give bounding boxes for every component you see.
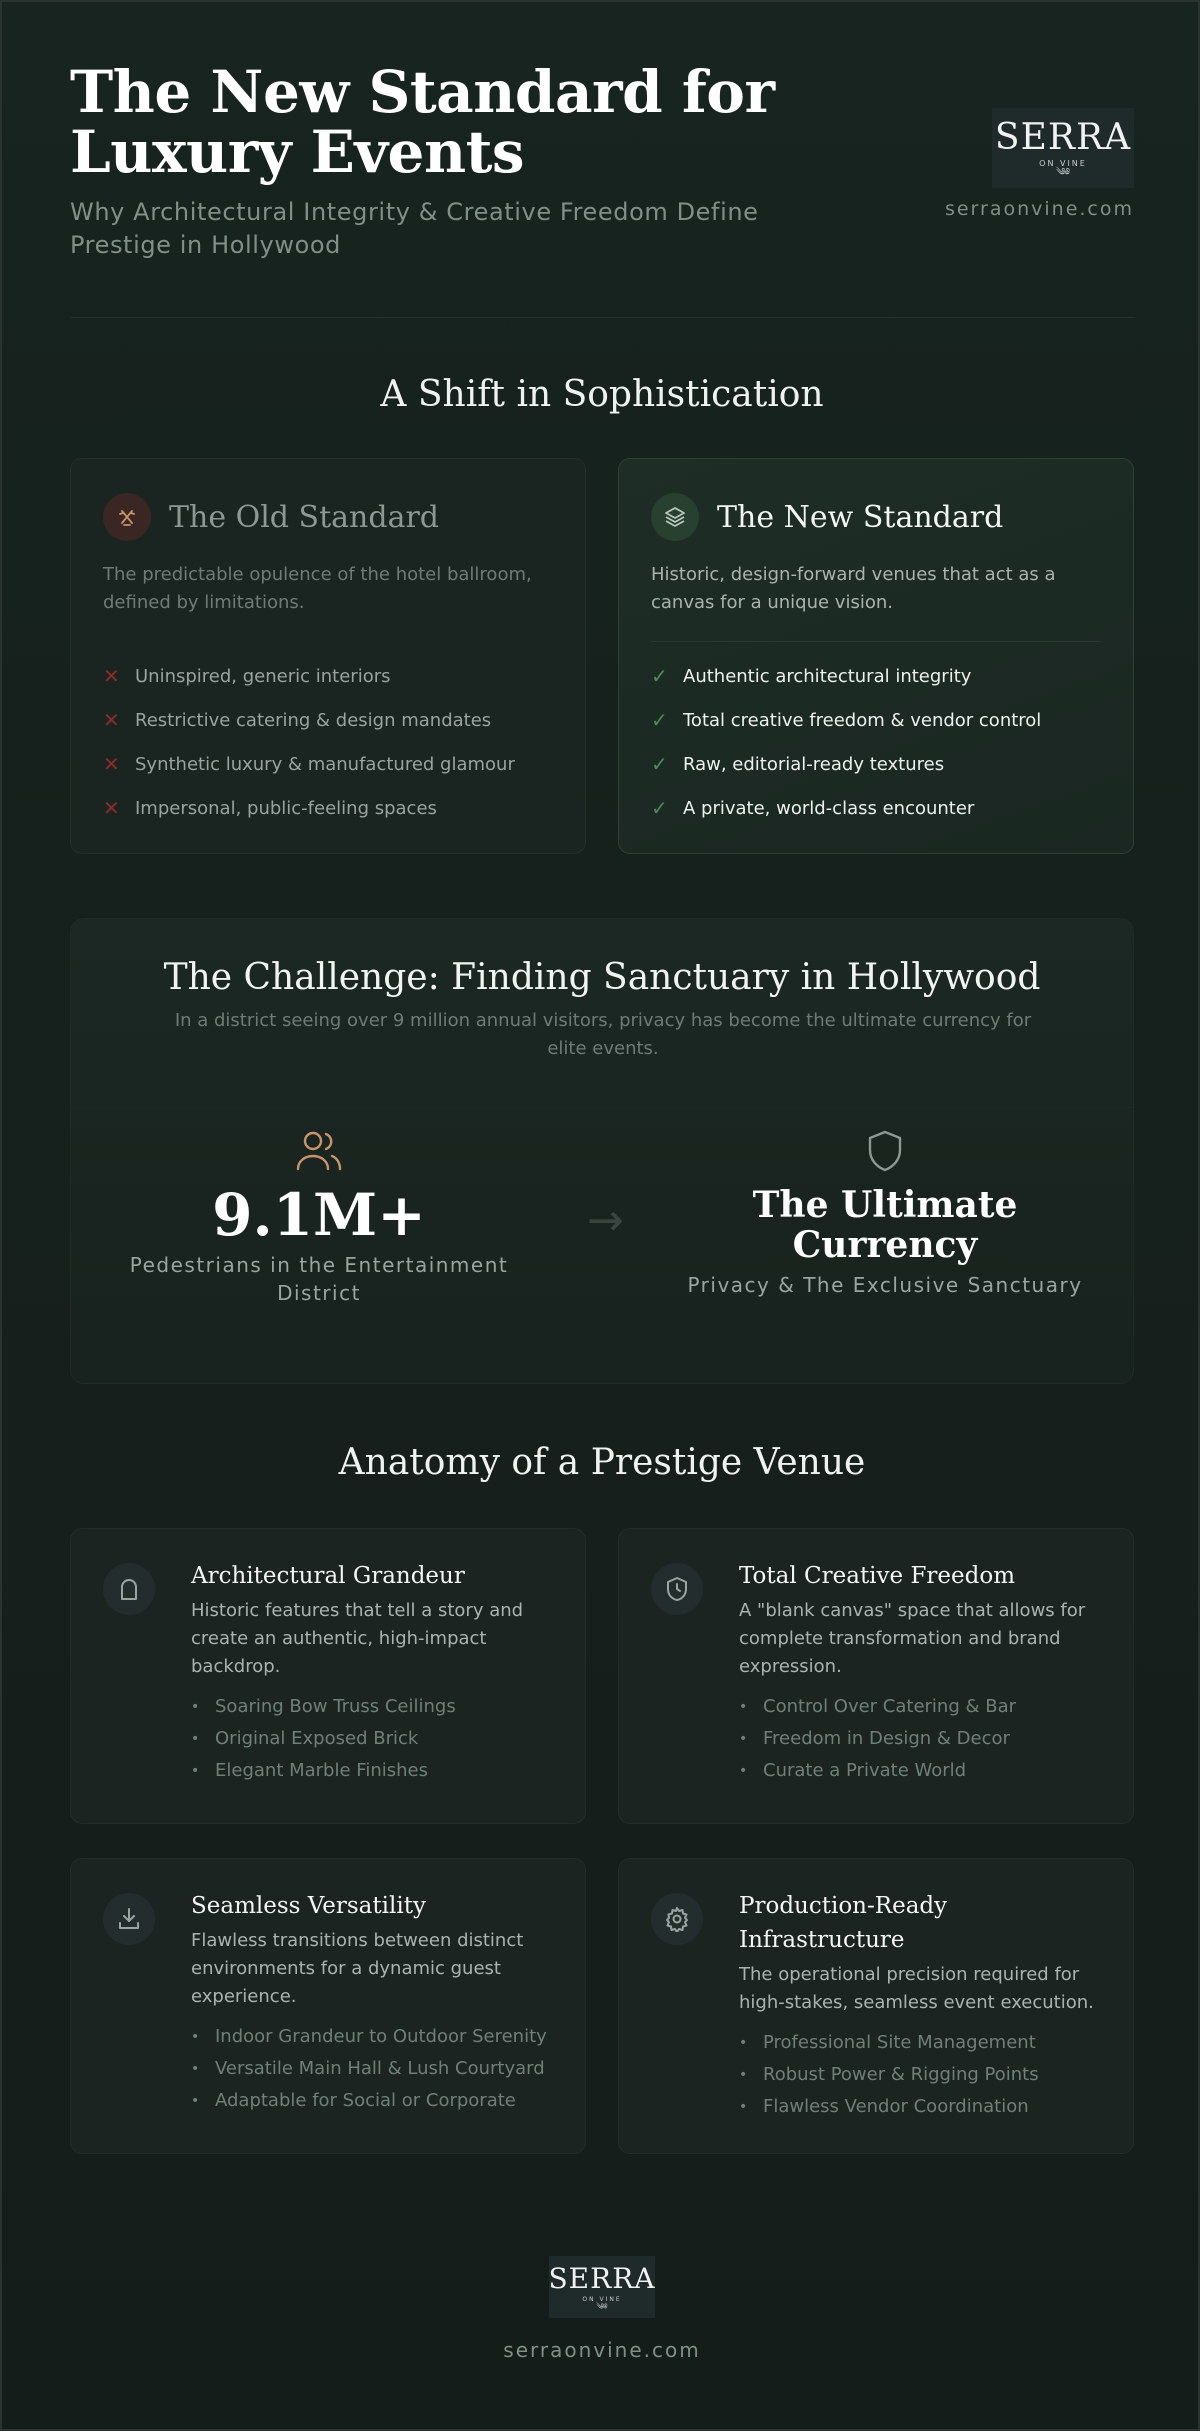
stat-label: Pedestrians in the Entertainment District [129, 1253, 509, 1305]
new-standard-list [651, 654, 1101, 830]
feature-card-creative-freedom [618, 1528, 1134, 1824]
feature-list [191, 2021, 561, 2117]
list-item [651, 742, 1101, 786]
list-item [103, 786, 553, 830]
list-item [651, 698, 1101, 742]
header-url-link[interactable]: serraonvine.com [944, 198, 1134, 220]
logo-tagline: ON VINE [582, 2295, 622, 2303]
list-item-label: Impersonal, public-feeling spaces [135, 797, 437, 819]
list-item: • Freedom in Design & Decor [739, 1723, 1109, 1755]
feature-list [191, 1691, 561, 1787]
x-icon: ✕ [103, 796, 120, 820]
pedestrian-stat [119, 1129, 519, 1307]
list-item: • Adaptable for Social or Corporate [191, 2085, 561, 2117]
currency-stat [685, 1129, 1085, 1299]
logo-tagline: ON VINE [1039, 158, 1087, 168]
logo-wordmark: SERRA [548, 2261, 656, 2295]
x-icon: ✕ [103, 752, 120, 776]
stat-label: Privacy & The Exclusive Sanctuary [687, 1273, 1083, 1297]
feature-description: Historic features that tell a story and create an authentic, high-impact backdrop. [191, 1600, 524, 1677]
arrow-right-icon: → [587, 1195, 624, 1246]
check-icon: ✓ [651, 752, 668, 776]
list-item: • Original Exposed Brick [191, 1723, 561, 1755]
logo-ornament: ༄༅ [596, 2301, 608, 2311]
logo-wordmark: SERRA [994, 116, 1132, 158]
old-standard-icon [103, 493, 151, 541]
gear-icon [651, 1893, 703, 1945]
check-icon: ✓ [651, 664, 668, 688]
check-icon: ✓ [651, 708, 668, 732]
users-icon [119, 1129, 519, 1177]
list-item: • Professional Site Management [739, 2027, 1109, 2059]
footer-logo[interactable] [549, 2256, 655, 2318]
list-item: • Indoor Grandeur to Outdoor Serenity [191, 2021, 561, 2053]
new-standard-title: The New Standard [717, 499, 1004, 535]
list-item-label: Authentic architectural integrity [683, 665, 972, 687]
logo-ornament: ༄༅ [1056, 166, 1070, 178]
feature-description: Flawless transitions between distinct environments for a dynamic guest experience. [191, 1930, 524, 2007]
old-standard-title: The Old Standard [169, 499, 439, 535]
x-icon: ✕ [103, 708, 120, 732]
list-item: • Flawless Vendor Coordination [739, 2091, 1109, 2123]
shield-icon [685, 1129, 1085, 1177]
list-item: • Elegant Marble Finishes [191, 1755, 561, 1787]
divider [651, 641, 1101, 642]
challenge-panel [70, 918, 1134, 1384]
shield-clock-icon [651, 1563, 703, 1615]
check-icon: ✓ [651, 796, 668, 820]
list-item: • Versatile Main Hall & Lush Courtyard [191, 2053, 561, 2085]
feature-description: The operational precision required for high-stakes, seamless event execution. [739, 1964, 1094, 2013]
brand-logo[interactable] [992, 108, 1134, 188]
challenge-title: The Challenge: Finding Sanctuary in Hollywood [163, 957, 1041, 998]
challenge-description: In a district seeing over 9 million annual visitors, privacy has become the ultimate currency for elite events. [174, 1010, 1032, 1059]
arch-icon [103, 1563, 155, 1615]
feature-title: Production-Ready Infrastructure [739, 1893, 948, 1953]
list-item-label: A private, world-class encounter [683, 797, 975, 819]
list-item-label: Restrictive catering & design mandates [135, 709, 492, 731]
x-icon: ✕ [103, 664, 120, 688]
list-item: • Control Over Catering & Bar [739, 1691, 1109, 1723]
feature-card-architectural-grandeur [70, 1528, 586, 1824]
list-item [103, 742, 553, 786]
anatomy-section-title: Anatomy of a Prestige Venue [338, 1442, 866, 1483]
feature-list [739, 2027, 1109, 2123]
list-item: • Robust Power & Rigging Points [739, 2059, 1109, 2091]
list-item [651, 786, 1101, 830]
new-standard-description: Historic, design-forward venues that act as a canvas for a unique vision. [651, 564, 1056, 613]
feature-title: Architectural Grandeur [191, 1563, 465, 1589]
feature-card-production-infrastructure [618, 1858, 1134, 2154]
list-item: • Curate a Private World [739, 1755, 1109, 1787]
stat-headline: The Ultimate Currency [752, 1184, 1018, 1266]
footer-url-link[interactable]: serraonvine.com [503, 2338, 701, 2362]
old-standard-description: The predictable opulence of the hotel ballroom, defined by limitations. [103, 564, 532, 613]
old-standard-list [103, 654, 553, 830]
list-item-label: Uninspired, generic interiors [135, 665, 391, 687]
page-subtitle: Why Architectural Integrity & Creative Freedom Define Prestige in Hollywood [70, 198, 759, 259]
feature-card-seamless-versatility [70, 1858, 586, 2154]
old-standard-card [70, 458, 586, 854]
list-item [103, 698, 553, 742]
list-item: • Soaring Bow Truss Ceilings [191, 1691, 561, 1723]
new-standard-card [618, 458, 1134, 854]
list-item-label: Raw, editorial-ready textures [683, 753, 945, 775]
feature-list [739, 1691, 1109, 1787]
feature-title: Total Creative Freedom [739, 1563, 1016, 1589]
list-item-label: Total creative freedom & vendor control [683, 709, 1042, 731]
divider [71, 1107, 1133, 1108]
list-item [651, 654, 1101, 698]
feature-description: A "blank canvas" space that allows for complete transformation and brand expression. [739, 1600, 1086, 1677]
list-item-label: Synthetic luxury & manufactured glamour [135, 753, 515, 775]
feature-title: Seamless Versatility [191, 1893, 426, 1919]
download-icon [103, 1893, 155, 1945]
stat-value: 9.1M+ [212, 1181, 426, 1249]
shift-section-title: A Shift in Sophistication [380, 374, 824, 415]
header [70, 58, 1134, 318]
layers-icon [651, 493, 699, 541]
divider [103, 641, 553, 642]
list-item [103, 654, 553, 698]
page-title: The New Standard for Luxury Events [70, 58, 775, 186]
